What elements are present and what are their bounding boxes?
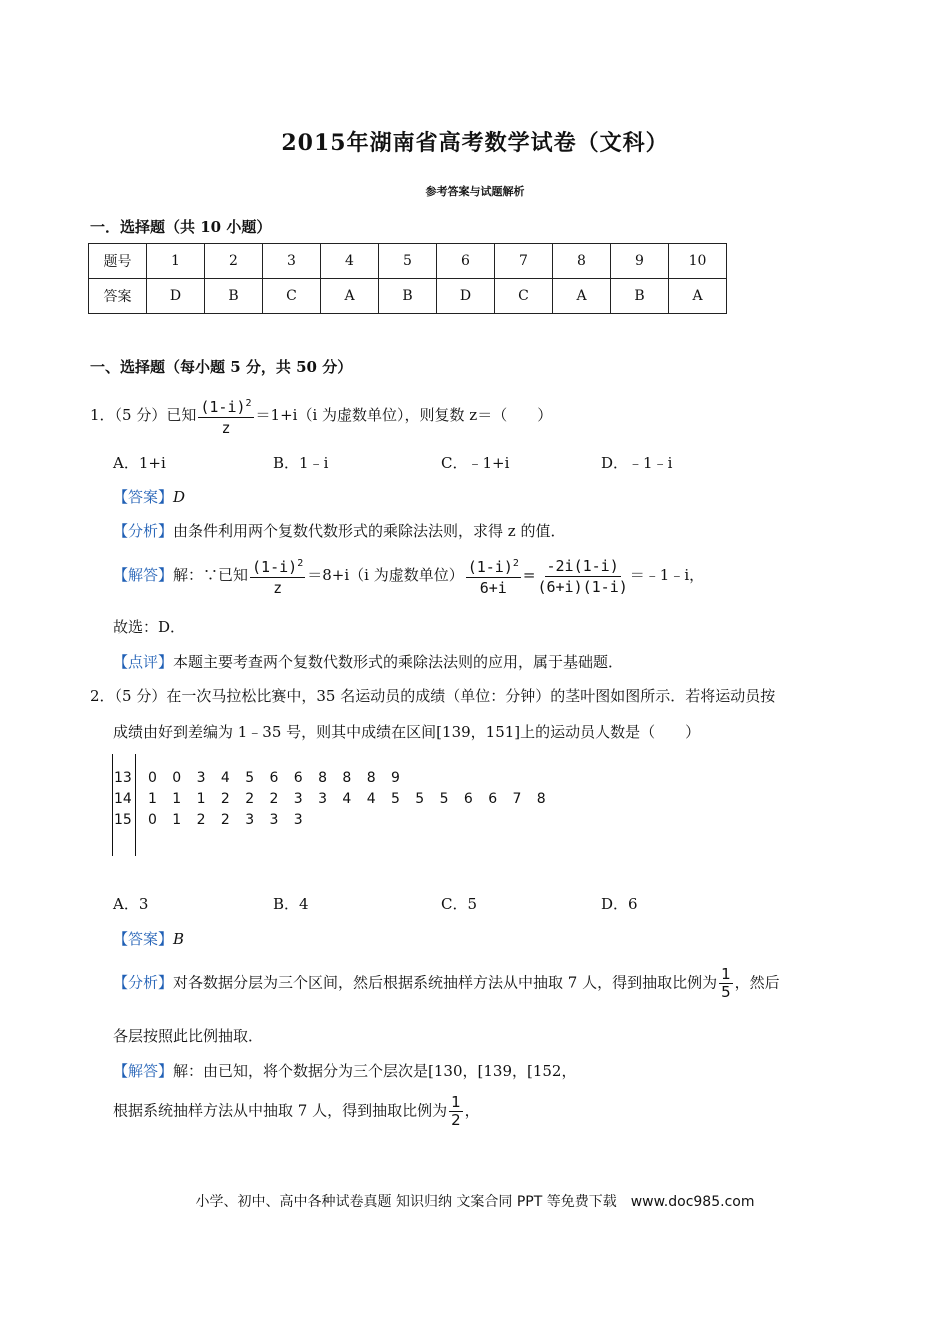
table-cell: 4 bbox=[321, 244, 379, 279]
table-row-label: 答案 bbox=[89, 279, 147, 314]
table-cell: A bbox=[669, 279, 727, 314]
exponent: 2 bbox=[512, 558, 519, 569]
table-cell: 7 bbox=[495, 244, 553, 279]
leaf-value: 0 bbox=[148, 770, 157, 786]
question-score: （5 分）已知 bbox=[114, 406, 197, 424]
q2-analysis-line-2: 各层按照此比例抽取． bbox=[113, 1027, 264, 1045]
leaf-value: 1 bbox=[172, 791, 182, 807]
leaf-value: 2 bbox=[220, 791, 230, 807]
q1-answer bbox=[113, 486, 185, 507]
leaf-value: 8 bbox=[342, 770, 352, 786]
leaf-value: 9 bbox=[391, 770, 400, 786]
leaf-value: 3 bbox=[293, 791, 303, 807]
fraction bbox=[449, 1094, 463, 1129]
leaf-value: 3 bbox=[318, 791, 328, 807]
option-a: A．1+i bbox=[113, 454, 166, 472]
leaf-value: 5 bbox=[245, 770, 255, 786]
question-2-line-1: 2．（5 分）在一次马拉松比赛中，35 名运动员的成绩（单位：分钟）的茎叶图如图所示．若将运动员按 bbox=[90, 687, 776, 705]
fraction-numerator: -2i(1-i) bbox=[546, 556, 619, 575]
stem-value: 15 bbox=[114, 812, 132, 828]
table-cell: D bbox=[147, 279, 205, 314]
leaf-value: 3 bbox=[245, 812, 255, 828]
stem-value: 13 bbox=[114, 770, 132, 786]
comment-text: 本题主要考查两个复数代数形式的乘除法法则的应用，属于基础题． bbox=[173, 653, 624, 671]
q2-analysis bbox=[113, 966, 780, 1001]
table-cell: 1 bbox=[147, 244, 205, 279]
option-b: B．1﹣i bbox=[273, 454, 329, 472]
leaf-value: 3 bbox=[293, 812, 303, 828]
q1-conclusion: 故选：D． bbox=[113, 618, 186, 636]
page-footer: 小学、初中、高中各种试卷真题 知识归纳 文案合同 PPT 等免费下载 www.doc985.com bbox=[195, 1194, 755, 1210]
leaf-value: 8 bbox=[366, 770, 376, 786]
table-cell: C bbox=[263, 279, 321, 314]
question-1 bbox=[90, 394, 552, 438]
question-text: ＝1+i（i 为虚数单位），则复数 z＝（ ） bbox=[255, 406, 553, 424]
table-cell: 10 bbox=[669, 244, 727, 279]
fraction-denominator: z bbox=[221, 419, 231, 437]
answer-value: B bbox=[173, 930, 185, 948]
table-cell: D bbox=[437, 279, 495, 314]
fraction-numerator: (1-i) bbox=[252, 558, 298, 576]
analysis-text: 由条件利用两个复数代数形式的乘除法法则，求得 z 的值． bbox=[173, 522, 566, 540]
solution-text: 解：∵已知 bbox=[173, 566, 249, 584]
leaf-value: 1 bbox=[196, 791, 206, 807]
fraction-numerator: 1 bbox=[721, 965, 731, 983]
option-c: C．﹣1+i bbox=[441, 454, 510, 472]
table-cell: B bbox=[379, 279, 437, 314]
answer-tag: 【答案】 bbox=[113, 488, 174, 506]
fraction bbox=[198, 394, 253, 438]
leaf-value: 6 bbox=[269, 770, 279, 786]
q1-solution: 【解答】解：∵已知 $\frac{(1-i)^2}{z}$ ＝8+i（i 为虚数单位） $\frac{(1-i)^2}{6+i}$ = $\frac{-2i(1-i)}{(6+i)(1-i)}$ ＝﹣1﹣i， bbox=[113, 554, 704, 598]
leaf-value: 7 bbox=[512, 791, 522, 807]
option-c: C．5 bbox=[441, 895, 478, 913]
table-cell: 8 bbox=[553, 244, 611, 279]
answer-value: D bbox=[173, 488, 186, 506]
q1-comment bbox=[113, 651, 623, 672]
section-heading-choice: 一、选择题（每小题 5 分，共 50 分） bbox=[90, 358, 353, 376]
leaf-value: 3 bbox=[196, 770, 206, 786]
fraction-denominator: 2 bbox=[451, 1111, 461, 1129]
answer-tag: 【答案】 bbox=[113, 930, 174, 948]
leaf-value: 4 bbox=[366, 791, 376, 807]
fraction-numerator: (1-i) bbox=[200, 398, 246, 416]
analysis-text: 对各数据分层为三个区间，然后根据系统抽样方法从中抽取 7 人，得到抽取比例为 bbox=[173, 973, 718, 992]
leaf-value: 2 bbox=[220, 812, 230, 828]
solution-text: ＝﹣1﹣i， bbox=[629, 566, 705, 584]
fraction-denominator: 5 bbox=[721, 983, 731, 1001]
page-subtitle: 参考答案与试题解析 bbox=[425, 185, 525, 198]
leaf-value: 2 bbox=[196, 812, 206, 828]
fraction-denominator: z bbox=[273, 579, 283, 597]
exponent: 2 bbox=[245, 398, 252, 409]
table-cell: 2 bbox=[205, 244, 263, 279]
section-heading-answers: 一．选择题（共 10 小题） bbox=[90, 218, 272, 236]
fraction bbox=[537, 556, 627, 597]
q2-solution bbox=[113, 1060, 576, 1081]
table-cell: A bbox=[321, 279, 379, 314]
q2-answer bbox=[113, 928, 184, 949]
solution-text: 解：由已知，将个数据分为三个层次是[130，[139，[152， bbox=[173, 1062, 577, 1080]
stem-leaf-plot bbox=[112, 754, 632, 856]
fraction-numerator: 1 bbox=[451, 1093, 461, 1111]
solution-tag: 【解答】 bbox=[113, 1062, 174, 1080]
fraction-numerator: (1-i) bbox=[467, 558, 513, 576]
question-2-line-2: 成绩由好到差编为 1﹣35 号，则其中成绩在区间[139，151]上的运动员人数是（ ） bbox=[113, 723, 701, 741]
option-d: D．6 bbox=[601, 895, 638, 913]
leaf-value: 1 bbox=[172, 812, 182, 828]
solution-text: ， bbox=[464, 1101, 480, 1120]
fraction-denominator: (6+i)(1-i) bbox=[537, 577, 628, 596]
analysis-tag: 【分析】 bbox=[113, 973, 174, 992]
analysis-tag: 【分析】 bbox=[113, 522, 174, 540]
table-cell: C bbox=[495, 279, 553, 314]
leaf-value: 8 bbox=[318, 770, 328, 786]
fraction bbox=[250, 554, 305, 598]
q1-analysis bbox=[113, 520, 565, 541]
solution-tag: 【解答】 bbox=[113, 566, 174, 584]
page-title: 2015年湖南省高考数学试卷（文科） bbox=[281, 130, 669, 156]
leaf-value: 2 bbox=[269, 791, 279, 807]
leaf-value: 5 bbox=[439, 791, 449, 807]
fraction bbox=[719, 966, 733, 1001]
comment-tag: 【点评】 bbox=[113, 653, 174, 671]
q2-solution-line-2 bbox=[113, 1094, 480, 1129]
leaf-value: 2 bbox=[245, 791, 255, 807]
table-cell: A bbox=[553, 279, 611, 314]
leaf-value: 6 bbox=[488, 791, 498, 807]
answer-table bbox=[88, 243, 727, 314]
table-cell: 6 bbox=[437, 244, 495, 279]
exponent: 2 bbox=[297, 558, 304, 569]
leaf-value: 4 bbox=[220, 770, 230, 786]
leaf-value: 3 bbox=[269, 812, 279, 828]
leaf-value: 0 bbox=[172, 770, 182, 786]
table-row-answers bbox=[89, 279, 727, 314]
table-cell: B bbox=[611, 279, 669, 314]
leaf-value: 4 bbox=[342, 791, 352, 807]
leaf-value: 8 bbox=[536, 791, 546, 807]
fraction-denominator: 6+i bbox=[479, 579, 507, 597]
table-row-label: 题号 bbox=[89, 244, 147, 279]
leaf-value: 0 bbox=[148, 812, 157, 828]
table-cell: B bbox=[205, 279, 263, 314]
leaf-value: 5 bbox=[391, 791, 400, 807]
table-cell: 5 bbox=[379, 244, 437, 279]
fraction bbox=[466, 554, 521, 598]
solution-text: 根据系统抽样方法从中抽取 7 人，得到抽取比例为 bbox=[113, 1101, 448, 1120]
option-b: B．4 bbox=[273, 895, 309, 913]
leaf-value: 1 bbox=[148, 791, 157, 807]
table-row-numbers bbox=[89, 244, 727, 279]
leaf-value: 5 bbox=[415, 791, 425, 807]
table-cell: 3 bbox=[263, 244, 321, 279]
option-a: A．3 bbox=[113, 895, 149, 913]
question-number: 1． bbox=[90, 406, 115, 424]
divider bbox=[112, 754, 113, 856]
solution-text: ＝8+i（i 为虚数单位） bbox=[307, 566, 464, 584]
leaf-value: 6 bbox=[463, 791, 473, 807]
table-cell: 9 bbox=[611, 244, 669, 279]
stem-value: 14 bbox=[114, 791, 132, 807]
leaf-value: 6 bbox=[293, 770, 303, 786]
analysis-text: ，然后 bbox=[734, 973, 780, 992]
option-d: D．﹣1﹣i bbox=[601, 454, 673, 472]
divider bbox=[135, 754, 136, 856]
